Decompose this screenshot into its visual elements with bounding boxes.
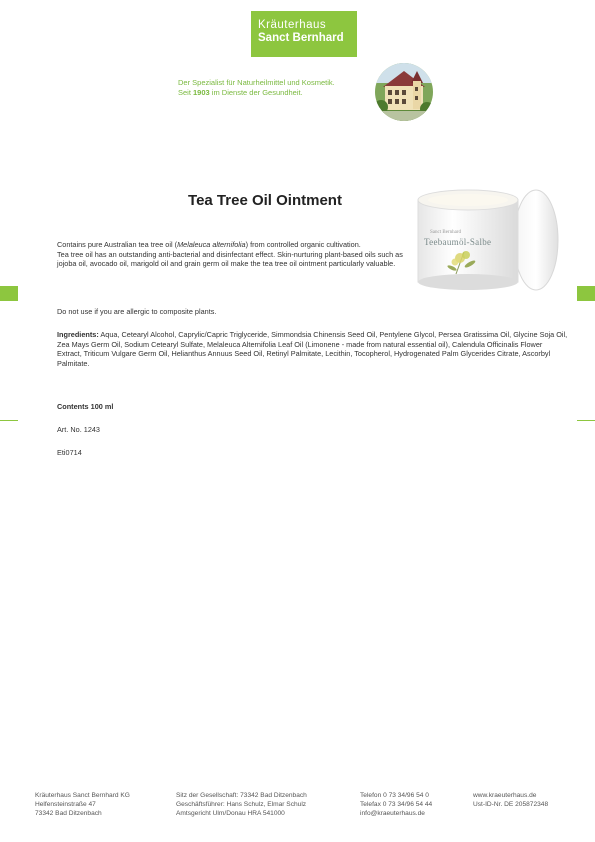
description-effects: Tea tree oil has an outstanding anti-bacterial and disinfectant effect. Skin-nurturing plant-based oils such as jojoba oil, avocado oil, marigold oil and grain germ oil make the tea tree oil ointment particularly valuable. [57, 249, 403, 269]
footer-street: Helfensteinstraße 47 [35, 801, 96, 808]
footer-contact [360, 791, 432, 818]
description-prefix: Contains pure Australian tea tree oil ( [57, 240, 178, 249]
jar-label-big: Teebaumöl-Salbe [424, 237, 492, 247]
product-jar-image [408, 178, 568, 296]
punch-mark-right [577, 420, 595, 421]
logo-line-2: Sanct Bernhard [258, 32, 344, 44]
footer-registered-office: Sitz der Gesellschaft: 73342 Bad Ditzenbach [176, 792, 307, 799]
ingredients-label: Ingredients: [57, 330, 99, 339]
label-code: Eti0714 [57, 448, 82, 457]
product-title: Tea Tree Oil Ointment [188, 192, 342, 209]
footer-fax: Telefax 0 73 34/96 54 44 [360, 801, 433, 808]
article-number: Art. No. 1243 [57, 425, 100, 434]
tagline-line-2 [178, 88, 368, 98]
footer-company-name: Kräuterhaus Sanct Bernhard KG [35, 792, 130, 799]
tagline [178, 78, 368, 98]
building-photo [375, 63, 433, 121]
allergy-warning: Do not use if you are allergic to composite plants. [57, 307, 217, 316]
footer-phone: Telefon 0 73 34/96 54 0 [360, 792, 429, 799]
description-latin-name: Melaleuca alternifolia [177, 240, 246, 249]
footer-company [35, 791, 130, 818]
footer-website: www.kraeuterhaus.de [473, 792, 537, 799]
footer-legal [176, 791, 307, 818]
ingredients-list: Aqua, Cetearyl Alcohol, Caprylic/Capric Triglyceride, Simmondsia Chinensis Seed Oil, Pentylene Glycol, Persea Gratissima Oil, Glycine Soja Oil, Zea Mays Germ Oil, Sodium Cetearyl Sulfate, Melaleuca Alternifolia Leaf Oil (Limonene - made from natural essential oil), Calendula Officinalis Flower Extract, Triticum Vulgare Germ Oil, Helianthus Annuus Seed Oil, Retinyl Palmitate, Lecithin, Tocopherol, Hydrogenated Palm Glycerides Citrate, Ascorbyl Palmitate. [57, 330, 568, 368]
fold-mark-right [577, 286, 595, 301]
jar-label-small: Sanct Bernhard [430, 230, 461, 235]
footer-web [473, 791, 548, 809]
fold-mark-left [0, 286, 18, 301]
footer-vat-id: Ust-ID-Nr. DE 205872348 [473, 801, 549, 808]
logo-line-1: Kräuterhaus [258, 19, 327, 31]
description-suffix: ) from controlled organic cultivation. [245, 240, 361, 249]
tagline-line-1: Der Spezialist für Naturheilmittel und Kosmetik. [178, 78, 335, 87]
tagline-year: 1903 [193, 88, 210, 97]
ingredients [57, 330, 569, 368]
footer-managing-directors: Geschäftsführer: Hans Schulz, Elmar Schulz [176, 801, 307, 808]
tagline-prefix: Seit [178, 88, 194, 97]
footer-court-register: Amtsgericht Ulm/Donau HRA 541000 [176, 810, 285, 817]
brand-logo [251, 11, 357, 57]
footer-city: 73342 Bad Ditzenbach [35, 810, 102, 817]
contents-volume: Contents 100 ml [57, 402, 114, 411]
punch-mark-left [0, 420, 18, 421]
product-description [57, 240, 409, 269]
footer-email: info@kraeuterhaus.de [360, 810, 425, 817]
tagline-suffix: im Dienste der Gesundheit. [209, 88, 303, 97]
